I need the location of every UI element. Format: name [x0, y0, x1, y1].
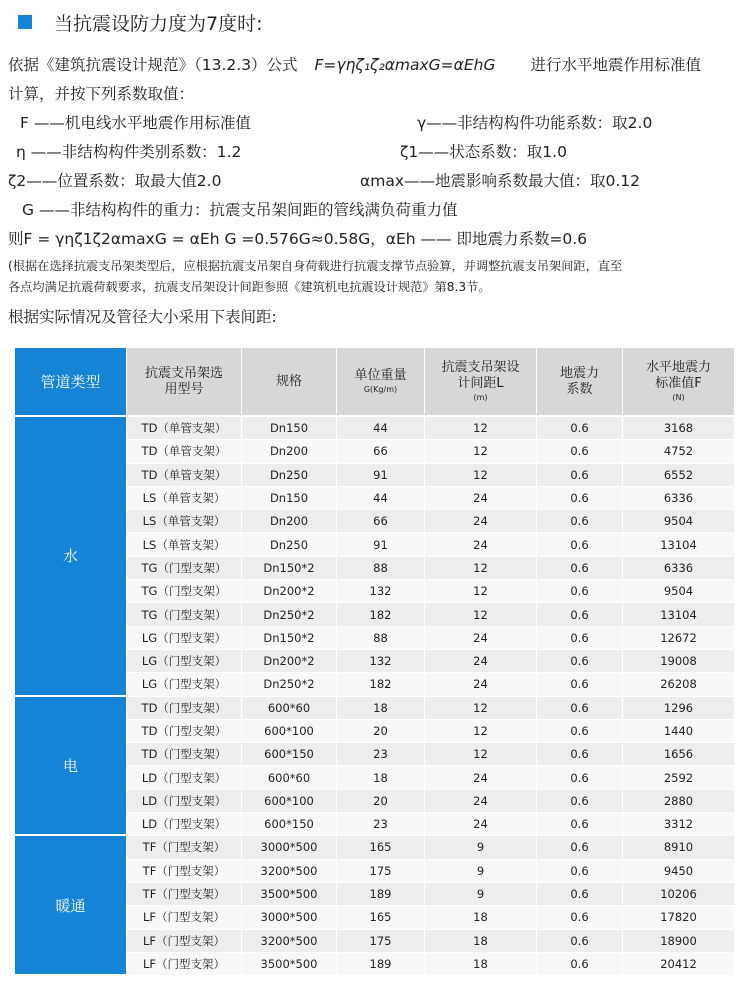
coef-gamma: γ——非结构构件功能系数：取2.0 [417, 114, 653, 132]
header-spacing [425, 348, 537, 417]
horizontal-force-cell: 17820 [623, 906, 735, 929]
weight-cell: 18 [337, 766, 425, 789]
horizontal-force-cell: 8910 [623, 836, 735, 859]
header-model-label: 抗震支吊架选用型号 [144, 365, 223, 397]
horizontal-force-cell: 1296 [623, 697, 735, 720]
model-cell: TD（门型支架） [127, 720, 242, 743]
force-coef-cell: 0.6 [537, 743, 623, 766]
spacing-cell: 9 [425, 860, 537, 883]
weight-cell: 18 [337, 697, 425, 720]
header-spec: 规格 [242, 348, 337, 417]
intro-line-2: 计算，并按下列系数取值： [8, 85, 195, 103]
model-cell: LG（门型支架） [127, 627, 242, 650]
result-line: 则F = γηζ1ζ2αmaxG = αEh G =0.576G≈0.58G，αEh —— 即地震力系数=0.6 [8, 230, 588, 248]
intro-line-1-b: 进行水平地震作用标准值 [530, 56, 701, 74]
spacing-cell: 24 [425, 510, 537, 533]
table-row [15, 417, 735, 440]
model-cell: TG（门型支架） [127, 580, 242, 603]
pipe-type-cell: 暖通 [15, 836, 127, 976]
spec-cell: 3200*500 [242, 860, 337, 883]
horizontal-force-cell: 6336 [623, 487, 735, 510]
model-cell: TF（门型支架） [127, 883, 242, 906]
formula: F=γηζ₁ζ₂αmaxG=αEhG [314, 56, 496, 74]
force-coef-cell: 0.6 [537, 697, 623, 720]
coef-F: F ——机电线水平地震作用标准值 [20, 114, 251, 132]
spacing-cell: 12 [425, 580, 537, 603]
spacing-cell: 12 [425, 720, 537, 743]
spacing-cell: 9 [425, 836, 537, 859]
horizontal-force-cell: 6336 [623, 557, 735, 580]
model-cell: LG（门型支架） [127, 650, 242, 673]
force-coef-cell: 0.6 [537, 813, 623, 836]
horizontal-force-cell: 10206 [623, 883, 735, 906]
horizontal-force-cell: 2880 [623, 790, 735, 813]
weight-cell: 182 [337, 603, 425, 626]
spacing-cell: 24 [425, 790, 537, 813]
weight-cell: 165 [337, 906, 425, 929]
header-horizontal-force-label: 水平地震力标准值F [645, 360, 711, 391]
model-cell: TD（单管支架） [127, 464, 242, 487]
weight-cell: 88 [337, 557, 425, 580]
model-cell: LF（门型支架） [127, 906, 242, 929]
weight-cell: 91 [337, 464, 425, 487]
title-text: 当抗震设防力度为7度时: [54, 12, 263, 35]
title-marker-icon [18, 15, 32, 29]
weight-cell: 175 [337, 860, 425, 883]
spec-cell: Dn150*2 [242, 627, 337, 650]
model-cell: TD（门型支架） [127, 743, 242, 766]
spacing-cell: 9 [425, 883, 537, 906]
force-coef-cell: 0.6 [537, 580, 623, 603]
model-cell: LD（门型支架） [127, 790, 242, 813]
force-coef-cell: 0.6 [537, 510, 623, 533]
force-coef-cell: 0.6 [537, 440, 623, 463]
horizontal-force-cell: 26208 [623, 673, 735, 696]
spec-cell: 600*60 [242, 766, 337, 789]
intro-line-1-a: 依据《建筑抗震设计规范》（13.2.3）公式 [8, 56, 298, 74]
weight-cell: 132 [337, 650, 425, 673]
weight-cell: 44 [337, 417, 425, 440]
force-coef-cell: 0.6 [537, 906, 623, 929]
weight-cell: 44 [337, 487, 425, 510]
spec-cell: 600*150 [242, 813, 337, 836]
spacing-cell: 24 [425, 627, 537, 650]
table-row [15, 697, 735, 720]
spacing-cell: 12 [425, 417, 537, 440]
table-row [15, 836, 735, 859]
spec-cell: Dn150 [242, 417, 337, 440]
header-horizontal-force [623, 348, 735, 417]
horizontal-force-cell: 1656 [623, 743, 735, 766]
spacing-cell: 24 [425, 650, 537, 673]
weight-cell: 132 [337, 580, 425, 603]
header-spacing-unit: (m) [473, 393, 488, 402]
spacing-cell: 12 [425, 743, 537, 766]
spacing-cell: 24 [425, 673, 537, 696]
horizontal-force-cell: 1440 [623, 720, 735, 743]
weight-cell: 66 [337, 440, 425, 463]
header-model [127, 348, 242, 417]
horizontal-force-cell: 6552 [623, 464, 735, 487]
horizontal-force-cell: 2592 [623, 766, 735, 789]
horizontal-force-cell: 3312 [623, 813, 735, 836]
spec-cell: Dn200 [242, 440, 337, 463]
force-coef-cell: 0.6 [537, 603, 623, 626]
header-weight-label: 单位重量 [354, 368, 407, 383]
model-cell: LD（门型支架） [127, 813, 242, 836]
spec-cell: Dn200*2 [242, 580, 337, 603]
force-coef-cell: 0.6 [537, 860, 623, 883]
model-cell: TF（门型支架） [127, 836, 242, 859]
weight-cell: 23 [337, 743, 425, 766]
force-coef-cell: 0.6 [537, 673, 623, 696]
weight-cell: 189 [337, 953, 425, 976]
spacing-cell: 24 [425, 813, 537, 836]
spec-cell: Dn250*2 [242, 603, 337, 626]
spacing-cell: 24 [425, 533, 537, 556]
spacing-table [15, 348, 735, 976]
spec-cell: 600*60 [242, 697, 337, 720]
force-coef-cell: 0.6 [537, 650, 623, 673]
weight-cell: 189 [337, 883, 425, 906]
coef-alpha-max: αmax——地震影响系数最大值：取0.12 [360, 172, 640, 190]
weight-cell: 20 [337, 720, 425, 743]
table-body [15, 417, 735, 976]
header-force-coef-label: 地震力系数 [559, 365, 599, 397]
force-coef-cell: 0.6 [537, 417, 623, 440]
weight-cell: 165 [337, 836, 425, 859]
spacing-cell: 18 [425, 906, 537, 929]
force-coef-cell: 0.6 [537, 953, 623, 976]
spec-cell: 3200*500 [242, 930, 337, 953]
spacing-cell: 12 [425, 697, 537, 720]
header-force-coef [537, 348, 623, 417]
spacing-cell: 18 [425, 953, 537, 976]
header-weight [337, 348, 425, 417]
model-cell: LS（单管支架） [127, 533, 242, 556]
pipe-type-cell: 电 [15, 697, 127, 837]
spec-cell: 600*150 [242, 743, 337, 766]
force-coef-cell: 0.6 [537, 836, 623, 859]
model-cell: LS（单管支架） [127, 510, 242, 533]
spacing-cell: 12 [425, 603, 537, 626]
spec-cell: 600*100 [242, 790, 337, 813]
weight-cell: 66 [337, 510, 425, 533]
force-coef-cell: 0.6 [537, 627, 623, 650]
force-coef-cell: 0.6 [537, 464, 623, 487]
spacing-cell: 12 [425, 557, 537, 580]
coef-eta: η ——非结构构件类别系数：1.2 [16, 143, 242, 161]
horizontal-force-cell: 13104 [623, 533, 735, 556]
horizontal-force-cell: 19008 [623, 650, 735, 673]
spec-cell: Dn200*2 [242, 650, 337, 673]
horizontal-force-cell: 13104 [623, 603, 735, 626]
horizontal-force-cell: 9504 [623, 510, 735, 533]
table-intro: 根据实际情况及管径大小采用下表间距: [8, 308, 277, 326]
horizontal-force-cell: 9450 [623, 860, 735, 883]
note-line-2: 各点均满足抗震荷载要求，抗震支吊架设计间距参照《建筑机电抗震设计规范》第8.3节。 [8, 280, 491, 294]
weight-cell: 175 [337, 930, 425, 953]
force-coef-cell: 0.6 [537, 790, 623, 813]
weight-cell: 23 [337, 813, 425, 836]
horizontal-force-cell: 4752 [623, 440, 735, 463]
spec-cell: Dn150 [242, 487, 337, 510]
weight-cell: 91 [337, 533, 425, 556]
spec-cell: Dn250 [242, 464, 337, 487]
note-line-1: (根据在选择抗震支吊架类型后，应根据抗震支吊架自身荷载进行抗震支撑节点验算，并调整抗震支吊架间距，直至 [8, 259, 623, 273]
header-spacing-label: 抗震支吊架设计间距L [441, 360, 520, 391]
section-title [18, 8, 263, 36]
spec-cell: 3500*500 [242, 883, 337, 906]
spacing-cell: 12 [425, 464, 537, 487]
model-cell: TD（单管支架） [127, 417, 242, 440]
spec-cell: Dn250 [242, 533, 337, 556]
coef-G: G ——非结构构件的重力：抗震支吊架间距的管线满负荷重力值 [22, 201, 458, 219]
force-coef-cell: 0.6 [537, 930, 623, 953]
spacing-cell: 24 [425, 487, 537, 510]
intro-line-1 [8, 51, 701, 80]
force-coef-cell: 0.6 [537, 766, 623, 789]
pipe-type-cell: 水 [15, 417, 127, 697]
horizontal-force-cell: 12672 [623, 627, 735, 650]
weight-cell: 20 [337, 790, 425, 813]
model-cell: LD（门型支架） [127, 766, 242, 789]
force-coef-cell: 0.6 [537, 533, 623, 556]
horizontal-force-cell: 9504 [623, 580, 735, 603]
table-header-row [15, 348, 735, 417]
header-pipe-type: 管道类型 [15, 348, 127, 417]
horizontal-force-cell: 20412 [623, 953, 735, 976]
model-cell: LG（门型支架） [127, 673, 242, 696]
header-horizontal-force-unit: (N) [672, 393, 685, 402]
force-coef-cell: 0.6 [537, 557, 623, 580]
force-coef-cell: 0.6 [537, 883, 623, 906]
model-cell: LS（单管支架） [127, 487, 242, 510]
force-coef-cell: 0.6 [537, 720, 623, 743]
force-coef-cell: 0.6 [537, 487, 623, 510]
spec-cell: Dn250*2 [242, 673, 337, 696]
spec-cell: 600*100 [242, 720, 337, 743]
model-cell: TG（门型支架） [127, 603, 242, 626]
horizontal-force-cell: 18900 [623, 930, 735, 953]
model-cell: TG（门型支架） [127, 557, 242, 580]
spec-cell: 3500*500 [242, 953, 337, 976]
header-weight-unit: G(Kg/m) [363, 385, 398, 394]
coef-zeta2: ζ2——位置系数：取最大值2.0 [8, 172, 222, 190]
weight-cell: 88 [337, 627, 425, 650]
spec-cell: Dn150*2 [242, 557, 337, 580]
model-cell: TF（门型支架） [127, 860, 242, 883]
spacing-cell: 12 [425, 440, 537, 463]
coef-zeta1: ζ1——状态系数：取1.0 [400, 143, 567, 161]
spec-cell: 3000*500 [242, 906, 337, 929]
spacing-cell: 24 [425, 766, 537, 789]
spacing-cell: 18 [425, 930, 537, 953]
spec-cell: Dn200 [242, 510, 337, 533]
weight-cell: 182 [337, 673, 425, 696]
model-cell: TD（门型支架） [127, 697, 242, 720]
horizontal-force-cell: 3168 [623, 417, 735, 440]
model-cell: LF（门型支架） [127, 930, 242, 953]
spec-cell: 3000*500 [242, 836, 337, 859]
model-cell: TD（单管支架） [127, 440, 242, 463]
model-cell: LF（门型支架） [127, 953, 242, 976]
